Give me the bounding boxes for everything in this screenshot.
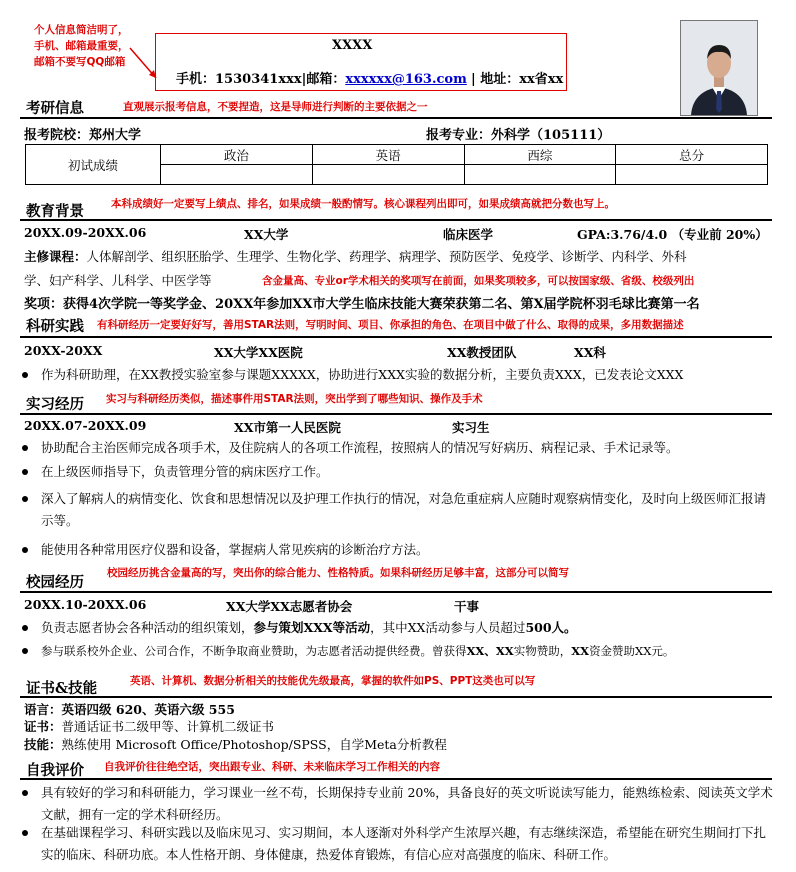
section-divider — [20, 117, 772, 119]
bullet-dot — [22, 445, 28, 451]
section-divider — [20, 696, 772, 698]
annotation-campus: 校园经历挑含金量高的写，突出你的综合能力、性格特质。如果科研经历足够丰富，这部分可以简写 — [107, 567, 569, 579]
annotation-internship: 实习与科研经历类似，描述事件用STAR法则，突出学到了哪些知识、操作及手术 — [106, 393, 483, 405]
intern-role: 实习生 — [452, 420, 490, 435]
edu-awards: 奖项：获得4次学院一等奖学金、20XX年参加XX市大学生临床技能大赛荣获第二名、第X届学院杯羽毛球比赛第一名 — [24, 297, 700, 312]
section-divider — [20, 336, 772, 338]
bullet-dot — [22, 790, 28, 796]
campus-bullet: 参与联系校外企业、公司合作，不断争取商业赞助，为志愿者活动提供经费。曾获得XX、XX实物赞助，XX资金赞助XX元。 — [41, 644, 675, 658]
score-cell — [161, 165, 313, 185]
research-team: XX教授团队 — [447, 345, 517, 360]
annotation-self: 自我评价往往绝空话，突出跟专业、科研、未来临床学习工作相关的内容 — [104, 761, 440, 773]
section-title-education: 教育背景 — [26, 203, 84, 220]
annotation-education: 本科成绩好一定要写上绩点、排名，如果成绩一般酌情写。核心课程列出即可，如果成绩高就把分数也写上。 — [111, 198, 615, 210]
annotation-awards: 含金量高、专业or学术相关的奖项写在前面，如果奖项较多，可以按国家级、省级、校级列出 — [262, 275, 695, 287]
campus-role: 干事 — [454, 599, 480, 614]
section-title-exam: 考研信息 — [26, 100, 84, 117]
intern-bullet: 深入了解病人的病情变化、饮食和思想情况以及护理工作执行的情况，对急危重症病人应随时观察病情变化，及时向上级医师汇报请示等。 — [41, 491, 767, 528]
section-title-campus: 校园经历 — [26, 574, 84, 591]
bullet-dot — [22, 830, 28, 836]
research-place: XX大学XX医院 — [214, 345, 303, 360]
score-cell — [616, 165, 768, 185]
section-title-skills: 证书&技能 — [26, 680, 98, 697]
research-bullet: 作为科研助理，在XX教授实验室参与课题XXXXX，协助进行XXX实验的数据分析，主要负责XXX，已发表论文XXX — [41, 367, 684, 382]
edu-school: XX大学 — [244, 227, 289, 242]
section-title-internship: 实习经历 — [26, 396, 84, 413]
edu-gpa: GPA:3.76/4.0 （专业前 20%） — [577, 227, 768, 242]
intern-bullet: 协助配合主治医师完成各项手术，及住院病人的各项工作流程，按照病人的情况写好病历、病程记录、手术记录等。 — [41, 440, 679, 455]
skill-tools: 技能：熟练使用 Microsoft Office/Photoshop/SPSS，自学Meta分析教程 — [24, 737, 447, 752]
section-title-research: 科研实践 — [26, 318, 84, 335]
edu-courses: 主修课程：人体解剖学、组织胚胎学、生理学、生物化学、药理学、病理学、预防医学、免疫学、诊断学、内科学、外科 — [24, 249, 687, 264]
bullet-dot — [22, 372, 28, 378]
campus-dates: 20XX.10-20XX.06 — [24, 597, 147, 612]
email-link[interactable]: xxxxxx@163.com — [345, 72, 467, 87]
bullet-dot — [22, 625, 28, 631]
bullet-dot — [22, 547, 28, 553]
candidate-name: XXXX — [332, 38, 373, 53]
bullet-dot — [22, 648, 28, 654]
subject-header: 政治 — [161, 145, 313, 165]
bullet-dot — [22, 496, 28, 502]
annotation-research: 有科研经历一定要好好写，善用STAR法则，写明时间、项目、你承担的角色、在项目中做了什么、取得的成果，多用数据描述 — [97, 319, 684, 331]
intern-bullet: 在上级医师指导下，负责管理分管的病床医疗工作。 — [41, 464, 329, 479]
skill-certs: 证书：普通话证书二级甲等、计算机二级证书 — [24, 719, 275, 734]
section-divider — [20, 778, 772, 780]
campus-bullet: 负责志愿者协会各种活动的组织策划，参与策划XXX等活动，其中XX活动参与人员超过500人。 — [41, 620, 577, 635]
target-major: 报考专业：外科学（105111） — [426, 128, 611, 143]
target-school: 报考院校：郑州大学 — [24, 128, 142, 143]
score-table — [25, 144, 768, 185]
campus-org: XX大学XX志愿者协会 — [226, 599, 353, 614]
score-cell — [312, 165, 464, 185]
person-icon — [681, 21, 757, 115]
subject-header: 西综 — [464, 145, 616, 165]
section-divider — [20, 591, 772, 593]
annotation-exam: 直观展示报考信息，不要捏造，这是导师进行判断的主要依据之一 — [123, 101, 428, 113]
skill-language: 语言：英语四级 620、英语六级 555 — [24, 702, 235, 717]
section-divider — [20, 219, 772, 221]
self-bullet: 具有较好的学习和科研能力，学习课业一丝不苟，长期保持专业前 20%，具备良好的英文听说读写能力，能熟练检索、阅读英文学术文献，拥有一定的学术科研经历。 — [41, 785, 773, 822]
edu-major: 临床医学 — [443, 227, 494, 242]
edu-dates: 20XX.09-20XX.06 — [24, 225, 147, 240]
research-dates: 20XX-20XX — [24, 343, 103, 358]
subject-header: 总分 — [616, 145, 768, 165]
section-title-self: 自我评价 — [26, 762, 84, 779]
edu-courses-cont: 学、妇产科学、儿科学、中医学等 — [24, 273, 212, 288]
score-cell — [464, 165, 616, 185]
research-dept: XX科 — [574, 345, 606, 360]
annotation-personal-info: 个人信息简洁明了， 手机、邮箱最重要， 邮箱不要写QQ邮箱 — [34, 24, 129, 68]
contact-line: 手机：1530341xxx|邮箱：xxxxxx@163.com | 地址：xx省xx — [176, 72, 564, 87]
profile-photo — [680, 20, 758, 116]
intern-bullet: 能使用各种常用医疗仪器和设备，掌握病人常见疾病的诊断治疗方法。 — [41, 542, 429, 557]
bullet-dot — [22, 469, 28, 475]
subject-header: 英语 — [312, 145, 464, 165]
intern-dates: 20XX.07-20XX.09 — [24, 418, 147, 433]
intern-place: XX市第一人民医院 — [234, 420, 341, 435]
score-row-label: 初试成绩 — [26, 145, 161, 185]
section-divider — [20, 413, 772, 415]
self-bullet: 在基础课程学习、科研实践以及临床见习、实习期间，本人逐渐对外科学产生浓厚兴趣，有志继续深造，希望能在研究生期间打下扎实的临床、科研功底。本人性格开朗、身体健康，热爱体育锻炼，有信心应对高强度的临床、科研工作。 — [41, 825, 767, 862]
annotation-skills: 英语、计算机、数据分析相关的技能优先级最高，掌握的软件如PS、PPT这类也可以写 — [130, 675, 536, 687]
